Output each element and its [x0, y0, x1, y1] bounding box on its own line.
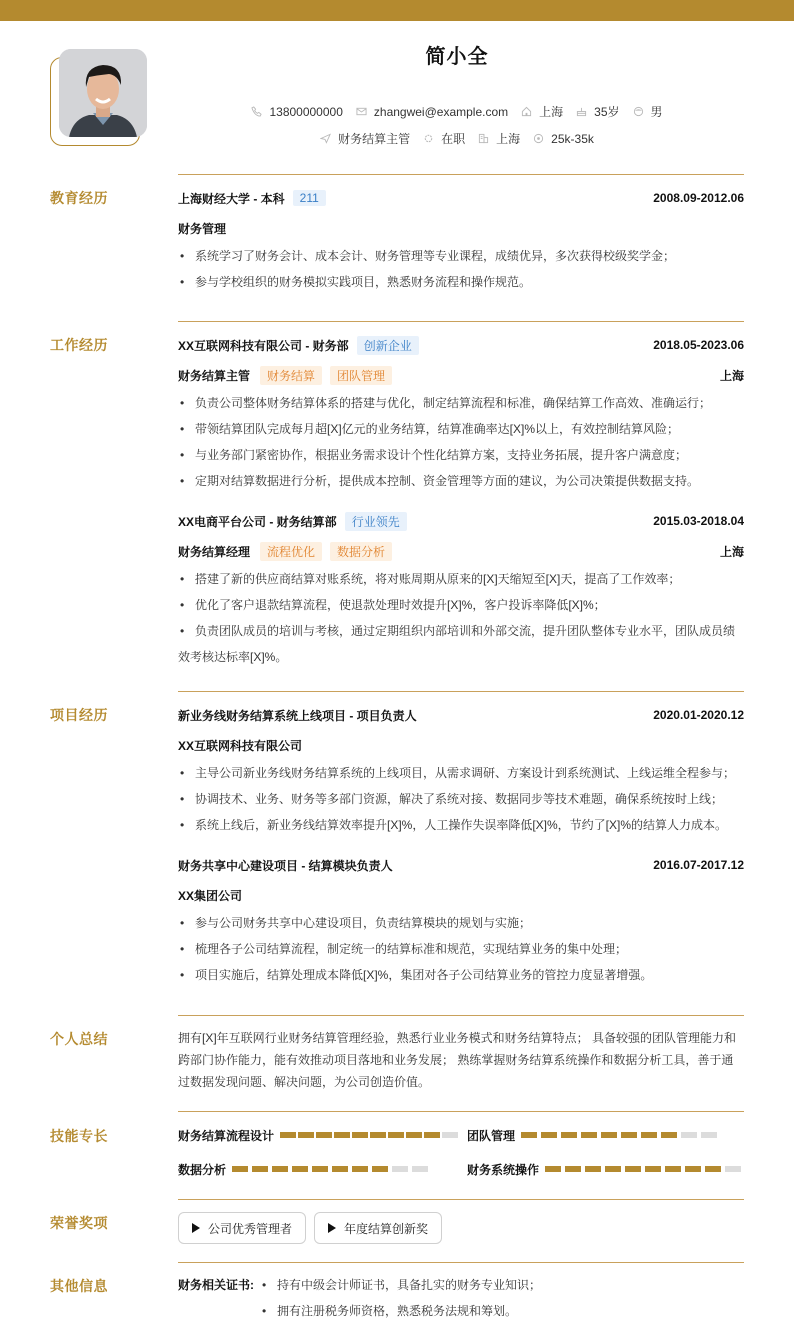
skill-segment [272, 1166, 288, 1172]
skill-tag: 数据分析 [330, 542, 392, 561]
skill-segment [541, 1132, 557, 1138]
section-title: 其他信息 [50, 1278, 108, 1294]
section-title: 教育经历 [50, 190, 108, 206]
skill-segment [232, 1166, 248, 1172]
awards-list [178, 1212, 744, 1244]
skill-segment [388, 1132, 404, 1138]
project-company: XX集团公司 [178, 888, 243, 903]
position-title: 财务结算主管 [178, 368, 251, 383]
skill-segment [298, 1132, 314, 1138]
skill-tag: 团队管理 [330, 366, 392, 385]
home-icon [521, 106, 532, 117]
skill-segment [292, 1166, 308, 1172]
section-title: 工作经历 [50, 337, 108, 353]
skill-segment [312, 1166, 328, 1172]
skill-level-bar [280, 1132, 460, 1138]
skill-tag: 流程优化 [260, 542, 322, 561]
skill-segment [601, 1132, 617, 1138]
skill-level-bar [545, 1166, 745, 1172]
skill-segment [280, 1132, 296, 1138]
job-intent-row [0, 130, 794, 147]
section-divider [178, 1015, 744, 1016]
skill-name: 财务结算流程设计 [178, 1128, 275, 1143]
summary-text: 拥有[X]年互联网行业财务结算管理经验，熟悉行业业务模式和财务结算特点； 具备较强的团队管理能力和跨部门协作能力，能有效推动项目落地和业务发展； 熟练掌握财务结算系统操作和数据分析工具，善于通过数据发现问题、解决问题，为公司创造价值。 [178, 1031, 737, 1089]
section-divider [178, 174, 744, 175]
skill-name: 团队管理 [467, 1128, 516, 1143]
company-tag: 行业领先 [345, 512, 407, 531]
gender-icon [633, 106, 644, 117]
skill-segment [581, 1132, 597, 1138]
education-date: 2008.09-2012.06 [653, 191, 744, 205]
project-name: 新业务线财务结算系统上线项目 - 项目负责人 [178, 708, 417, 723]
skill-item [467, 1125, 745, 1145]
city-item [521, 103, 563, 120]
bullet-item: • 系统上线后，新业务线结算效率提升[X]%，人工操作失误率降低[X]%，节约了[X]%的结算人力成本。 [180, 818, 728, 832]
bullet-item: • 系统学习了财务会计、成本会计、财务管理等专业课程，成绩优异，多次获得校级奖学金； [180, 249, 676, 263]
skill-level-bar [521, 1132, 721, 1138]
bullet-item: • 带领结算团队完成每月超[X]亿元的业务结算，结算准确率达[X]%以上，有效控制结算风险； [180, 422, 680, 436]
bullet-item: • 优化了客户退款结算流程，使退款处理时效提升[X]%，客户投诉率降低[X]%； [180, 598, 606, 612]
certificates-label: 财务相关证书: [178, 1278, 254, 1292]
skill-item [178, 1125, 467, 1145]
project-item [178, 850, 744, 988]
work-date: 2015.03-2018.04 [653, 514, 744, 528]
skill-segment [352, 1166, 368, 1172]
skill-tag: 财务结算 [260, 366, 322, 385]
status-icon [423, 133, 434, 144]
skill-segment [705, 1166, 721, 1172]
section-divider [178, 1111, 744, 1112]
skill-segment [412, 1166, 428, 1172]
building-icon [478, 133, 489, 144]
email-text: zhangwei@example.com [373, 104, 509, 119]
salary-text: 25k-35k [551, 131, 594, 146]
bullet-item: • 拥有注册税务师资格，熟悉税务法规和筹划。 [262, 1304, 518, 1318]
skills-grid [178, 1125, 744, 1179]
work-location: 上海 [719, 368, 744, 383]
bullet-item: • 负责公司整体财务结算体系的搭建与优化，制定结算流程和标准，确保结算工作高效、准确运行； [180, 396, 712, 410]
skill-segment [392, 1166, 408, 1172]
skill-segment [565, 1166, 581, 1172]
school-tag: 211 [293, 190, 326, 206]
certificate-bullets [260, 1272, 541, 1324]
top-accent-bar [0, 0, 794, 21]
job-status-text: 在职 [441, 132, 466, 146]
target-city-text: 上海 [496, 132, 521, 146]
bullet-item: • 搭建了新的供应商结算对账系统，将对账周期从原来的[X]天缩短至[X]天，提高了工作效率； [180, 572, 681, 586]
bullet-item: • 主导公司新业务线财务结算系统的上线项目，从需求调研、方案设计到系统测试、上线运维全程参与； [180, 766, 736, 780]
salary-item [533, 132, 594, 146]
skill-segment [585, 1166, 601, 1172]
bullet-item: • 参与公司财务共享中心建设项目，负责结算模块的规划与实施； [180, 916, 532, 930]
project-date: 2016.07-2017.12 [653, 858, 744, 872]
project-name: 财务共享中心建设项目 - 结算模块负责人 [178, 858, 393, 873]
company-name: XX互联网科技有限公司 - 财务部 [178, 338, 349, 353]
project-date: 2020.01-2020.12 [653, 708, 744, 722]
target-city-item [478, 130, 520, 147]
job-status-item [423, 130, 465, 147]
salary-icon [533, 133, 544, 144]
work-bullets [178, 390, 744, 494]
skill-segment [621, 1132, 637, 1138]
skill-segment [521, 1132, 537, 1138]
city-text: 上海 [539, 105, 564, 119]
skill-segment [316, 1132, 332, 1138]
bullet-item: • 负责团队成员的培训与考核，通过定期组织内部培训和外部交流，提升团队整体专业水平，团队成员绩效考核达标率[X]%。 [178, 624, 736, 664]
skill-item [178, 1159, 467, 1179]
position-title: 财务结算经理 [178, 544, 251, 559]
section-title: 个人总结 [50, 1031, 108, 1047]
section-title: 荣誉奖项 [50, 1215, 108, 1231]
skill-segment [645, 1166, 661, 1172]
project-bullets [178, 910, 744, 988]
age-item [576, 103, 619, 120]
skill-segment [252, 1166, 268, 1172]
contact-row [0, 103, 794, 120]
cake-icon [576, 106, 587, 117]
work-date: 2018.05-2023.06 [653, 338, 744, 352]
phone-item [251, 105, 342, 119]
skill-segment [545, 1166, 561, 1172]
project-company: XX互联网科技有限公司 [178, 738, 303, 753]
bullet-item: • 持有中级会计师证书，具备扎实的财务专业知识； [262, 1278, 542, 1292]
phone-text: 13800000000 [269, 104, 343, 119]
project-item [178, 700, 744, 838]
age-text: 35岁 [594, 105, 620, 119]
skill-segment [406, 1132, 422, 1138]
section-title: 项目经历 [50, 707, 108, 723]
triangle-right-icon [328, 1223, 336, 1233]
bullet-item: • 参与学校组织的财务模拟实践项目，熟悉财务流程和操作规范。 [180, 275, 532, 289]
bullet-item: • 与业务部门紧密协作，根据业务需求设计个性化结算方案，支持业务拓展，提升客户满意度； [180, 448, 688, 462]
bullet-item: • 梳理各子公司结算流程，制定统一的结算标准和规范，实现结算业务的集中处理； [180, 942, 628, 956]
target-position-item [320, 130, 410, 147]
section-divider [178, 1262, 744, 1263]
bullet-item: • 项目实施后，结算处理成本降低[X]%，集团对各子公司结算业务的管控力度显著增强。 [180, 968, 653, 982]
mail-icon [356, 106, 367, 117]
profile-header [0, 21, 794, 174]
section-divider [178, 321, 744, 322]
skill-segment [334, 1132, 350, 1138]
work-item [178, 330, 744, 494]
certificates [178, 1272, 744, 1324]
section-divider [178, 1199, 744, 1200]
award-label: 年度结算创新奖 [344, 1221, 429, 1236]
section-title: 技能专长 [50, 1128, 108, 1144]
bullet-item: • 协调技术、业务、财务等多部门资源，解决了系统对接、数据同步等技术难题，确保系统按时上线； [180, 792, 724, 806]
candidate-name: 简小全 [425, 46, 489, 68]
skill-segment [625, 1166, 641, 1172]
skill-item [467, 1159, 745, 1179]
skill-segment [372, 1166, 388, 1172]
send-icon [320, 133, 331, 144]
section-divider [178, 691, 744, 692]
target-position-text: 财务结算主管 [338, 132, 411, 146]
skill-segment [370, 1132, 386, 1138]
award-chip [314, 1212, 442, 1244]
email-item [356, 105, 508, 119]
skill-segment [661, 1132, 677, 1138]
skill-segment [352, 1132, 368, 1138]
skill-segment [685, 1166, 701, 1172]
work-bullets [178, 566, 744, 670]
project-bullets [178, 760, 744, 838]
skill-segment [725, 1166, 741, 1172]
triangle-right-icon [192, 1223, 200, 1233]
skill-name: 数据分析 [178, 1162, 227, 1177]
skill-segment [561, 1132, 577, 1138]
skill-segment [665, 1166, 681, 1172]
award-chip [178, 1212, 306, 1244]
skill-segment [605, 1166, 621, 1172]
skill-segment [681, 1132, 697, 1138]
skill-segment [332, 1166, 348, 1172]
skill-segment [641, 1132, 657, 1138]
skill-segment [701, 1132, 717, 1138]
education-bullets [178, 243, 744, 295]
skill-segment [424, 1132, 440, 1138]
major: 财务管理 [178, 221, 227, 236]
phone-icon [251, 106, 262, 117]
company-tag: 创新企业 [357, 336, 419, 355]
work-location: 上海 [719, 544, 744, 559]
gender-item [633, 103, 663, 120]
award-label: 公司优秀管理者 [208, 1221, 293, 1236]
work-item [178, 506, 744, 670]
company-name: XX电商平台公司 - 财务结算部 [178, 514, 337, 529]
gender-text: 男 [650, 105, 663, 119]
school-name: 上海财经大学 - 本科 [178, 191, 285, 206]
bullet-item: • 定期对结算数据进行分析，提供成本控制、资金管理等方面的建议，为公司决策提供数据支持。 [180, 474, 700, 488]
skill-level-bar [232, 1166, 432, 1172]
skill-segment [442, 1132, 458, 1138]
skill-name: 财务系统操作 [467, 1162, 540, 1177]
education-item [178, 183, 744, 295]
